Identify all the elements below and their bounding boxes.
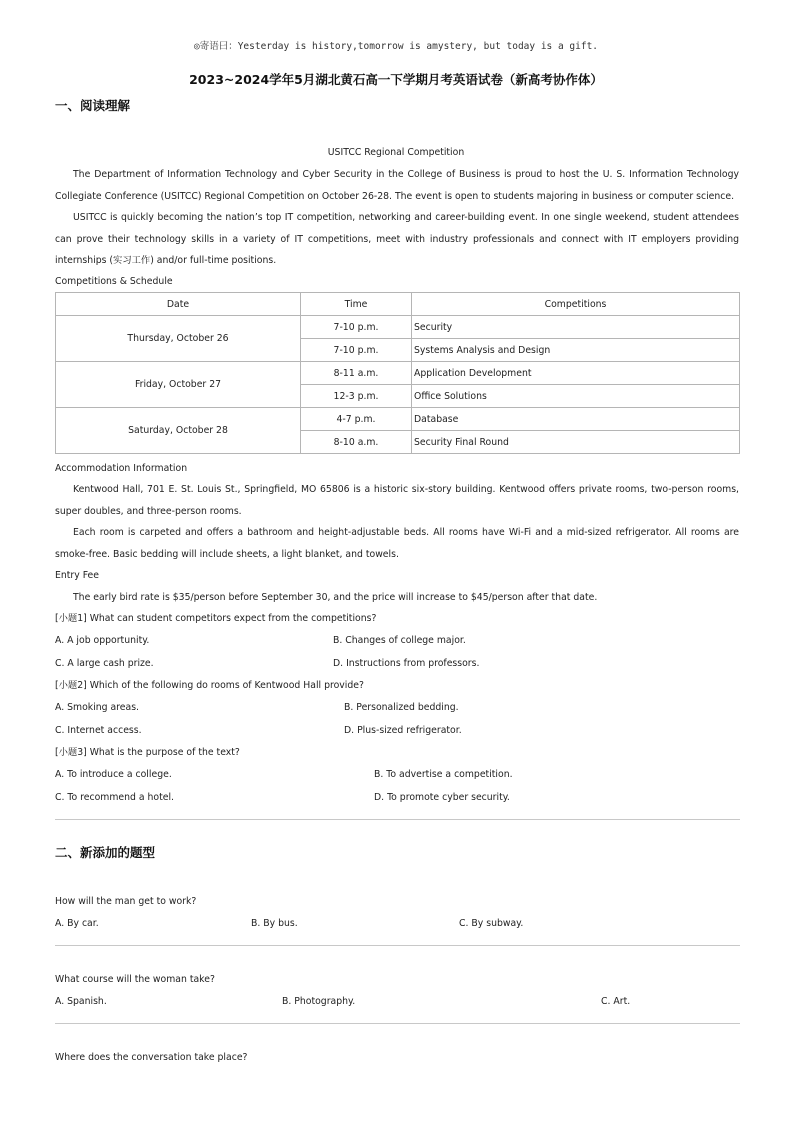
schedule-table <box>55 292 740 454</box>
option-a[interactable]: A. Smoking areas. <box>55 702 139 713</box>
option-b[interactable]: B. Photography. <box>282 996 356 1007</box>
option-d[interactable]: D. Instructions from professors. <box>333 658 480 669</box>
option-c[interactable]: C. Art. <box>601 996 631 1007</box>
option-c[interactable]: C. By subway. <box>459 918 524 929</box>
passage-title: USITCC Regional Competition <box>327 147 465 158</box>
divider <box>55 945 740 946</box>
option-b[interactable]: B. Changes of college major. <box>333 635 466 646</box>
table-cell-time: 7-10 p.m. <box>301 339 412 362</box>
table-header: Time <box>301 293 412 316</box>
table-header: Date <box>56 293 301 316</box>
table-row <box>56 408 740 431</box>
table-cell-date: Saturday, October 28 <box>56 408 301 454</box>
accommodation-heading: Accommodation Information <box>55 463 188 474</box>
option-c[interactable]: C. A large cash prize. <box>55 658 154 669</box>
divider <box>55 1023 740 1024</box>
table-cell-time: 4-7 p.m. <box>301 408 412 431</box>
table-row <box>56 316 740 339</box>
question-stem: [小题3] What is the purpose of the text? <box>55 747 240 758</box>
option-d[interactable]: D. Plus-sized refrigerator. <box>344 725 462 736</box>
option-a[interactable]: A. Spanish. <box>55 996 107 1007</box>
passage-paragraph-3: Kentwood Hall, 701 E. St. Louis St., Springfield, MO 65806 is a historic six-story building. Kentwood offers private rooms, two-person rooms, super doubles, and three-person rooms. <box>55 484 739 517</box>
table-cell-competition: Security Final Round <box>412 431 740 454</box>
question-stem: [小题1] What can student competitors expect from the competitions? <box>55 613 377 624</box>
table-cell-competition: Office Solutions <box>412 385 740 408</box>
table-cell-date: Thursday, October 26 <box>56 316 301 362</box>
option-a[interactable]: A. By car. <box>55 918 99 929</box>
table-header: Competitions <box>412 293 740 316</box>
table-cell-competition: Database <box>412 408 740 431</box>
schedule-heading: Competitions & Schedule <box>55 276 173 287</box>
passage-paragraph-4: Each room is carpeted and offers a bathroom and height-adjustable beds. All rooms have Wi-Fi and a mid-sized refrigerator. All rooms are smoke-free. Basic bedding will include sheets, a light blanket, and towels. <box>55 527 739 560</box>
option-a[interactable]: A. A job opportunity. <box>55 635 150 646</box>
table-cell-time: 8-11 a.m. <box>301 362 412 385</box>
section-heading-new: 二、新添加的题型 <box>55 845 156 860</box>
question-stem: Where does the conversation take place? <box>55 1052 248 1063</box>
passage-paragraph-5: The early bird rate is $35/person before September 30, and the price will increase to $45/person after that date. <box>73 592 598 603</box>
option-c[interactable]: C. To recommend a hotel. <box>55 792 174 803</box>
question-stem: How will the man get to work? <box>55 896 197 907</box>
fee-heading: Entry Fee <box>55 570 99 581</box>
table-cell-time: 7-10 p.m. <box>301 316 412 339</box>
table-cell-competition: Security <box>412 316 740 339</box>
option-b[interactable]: B. Personalized bedding. <box>344 702 459 713</box>
table-cell-time: 8-10 a.m. <box>301 431 412 454</box>
table-cell-date: Friday, October 27 <box>56 362 301 408</box>
motto: ◎寄语曰：Yesterday is history,tomorrow is amystery, but today is a gift. <box>193 41 599 52</box>
passage-paragraph-2: USITCC is quickly becoming the nation’s top IT competition, networking and career-building event. In one single weekend, student attendees can prove their technology skills in a variety of IT competitions, meet with industry professionals and connect with IT employers providing internships (实习工作) and/or full-time positions. <box>55 212 739 266</box>
option-b[interactable]: B. To advertise a competition. <box>374 769 513 780</box>
option-b[interactable]: B. By bus. <box>251 918 298 929</box>
table-row <box>56 362 740 385</box>
option-c[interactable]: C. Internet access. <box>55 725 142 736</box>
option-a[interactable]: A. To introduce a college. <box>55 769 172 780</box>
divider <box>55 819 740 820</box>
question-stem: What course will the woman take? <box>55 974 215 985</box>
passage-paragraph-1: The Department of Information Technology and Cyber Security in the College of Business is proud to host the U. S. Information Technology Collegiate Conference (USITCC) Regional Competition on October 26-28. The event is open to students majoring in business or computer science. <box>55 169 739 202</box>
table-header-row <box>56 293 740 316</box>
table-cell-time: 12-3 p.m. <box>301 385 412 408</box>
table-cell-competition: Systems Analysis and Design <box>412 339 740 362</box>
option-d[interactable]: D. To promote cyber security. <box>374 792 510 803</box>
section-heading-reading: 一、阅读理解 <box>55 98 131 113</box>
table-cell-competition: Application Development <box>412 362 740 385</box>
page-title: 2023~2024学年5月湖北黄石高一下学期月考英语试卷（新高考协作体） <box>189 72 603 87</box>
question-stem: [小题2] Which of the following do rooms of Kentwood Hall provide? <box>55 680 364 691</box>
